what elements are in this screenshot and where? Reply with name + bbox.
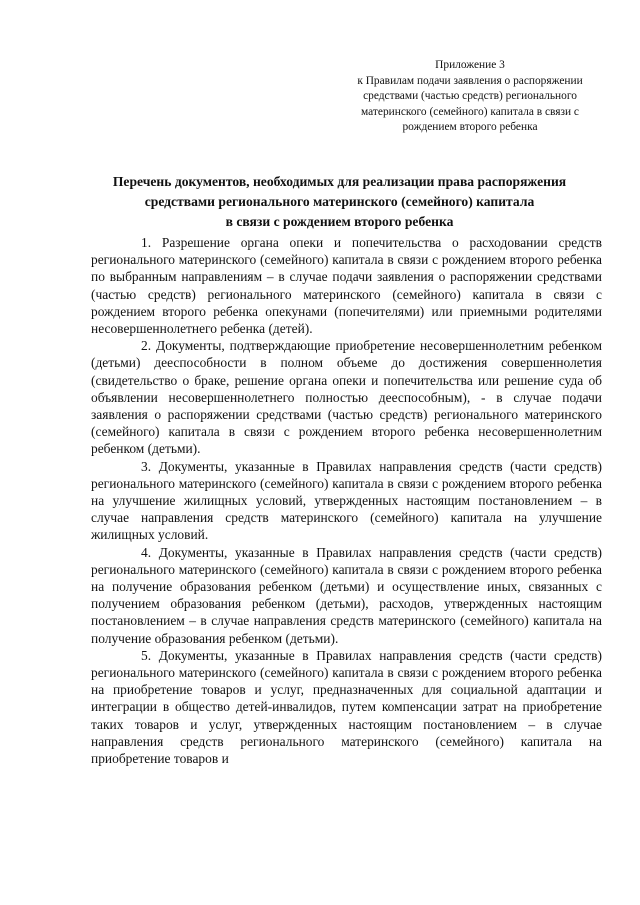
appendix-line: материнского (семейного) капитала в связи с: [361, 105, 579, 118]
list-item: 4. Документы, указанные в Правилах направления средств (части средств) регионального материнского (семейного) капитала в связи с рождением второго ребенка на получение образования ребенком (детьми) и осуществление иных, связанных с получением образования ребенком (детьми), расходов, утвержденных настоящим постановлением – в случае направления средств материнского (семейного) капитала на получение образования ребенком (детьми).: [91, 544, 602, 646]
title-line: в связи с рождением второго ребенка: [225, 214, 454, 229]
appendix-line: средствами (частью средств) регионального: [363, 90, 577, 102]
list-item: 1. Разрешение органа опеки и попечительства о расходовании средств регионального материнского (семейного) капитала в связи с рождением второго ребенка по выбранным направлениям – в случае подачи заявления о распоряжении средствами (частью средств) регионального материнского (семейного) капитала в связи с рождением второго ребенка опекунами (попечителями) или приемными родителями несовершеннолетнего ребенка (детей).: [91, 235, 602, 337]
appendix-line: к Правилам подачи заявления о распоряжении: [357, 74, 583, 87]
title-line: средствами регионального материнского (семейного) капитала: [144, 194, 535, 209]
title-line: Перечень документов, необходимых для реализации права распоряжения: [112, 174, 567, 189]
appendix-header: [330, 58, 610, 136]
appendix-line: рождением второго ребенка: [402, 121, 538, 133]
document-body: [91, 234, 602, 767]
list-item: 5. Документы, указанные в Правилах направления средств (части средств) регионального материнского (семейного) капитала в связи с рождением второго ребенка на приобретение товаров и услуг, предназначенных для социальной адаптации и интеграции в общество детей-инвалидов, путем компенсации затрат на приобретение таких товаров и услуг, утвержденных настоящим постановлением – в случае направления средств регионального материнского (семейного) капитала на приобретение товаров и: [91, 647, 602, 767]
list-item: 2. Документы, подтверждающие приобретение несовершеннолетним ребенком (детьми) дееспособности в полном объеме до достижения совершеннолетия (свидетельство о браке, решение органа опеки и попечительства или решение суда об объявлении несовершеннолетнего полностью дееспособным), - в случае подачи заявления о распоряжении средствами (частью средств) регионального материнского (семейного) капитала в связи с рождением второго ребенка несовершеннолетним ребенком (детьми).: [91, 338, 602, 457]
document-title: [72, 172, 607, 232]
list-item: 3. Документы, указанные в Правилах направления средств (части средств) регионального материнского (семейного) капитала в связи с рождением второго ребенка на улучшение жилищных условий, утвержденных настоящим постановлением – в случае направления средств материнского (семейного) капитала на улучшение жилищных условий.: [91, 458, 602, 543]
appendix-line: Приложение 3: [435, 59, 505, 71]
